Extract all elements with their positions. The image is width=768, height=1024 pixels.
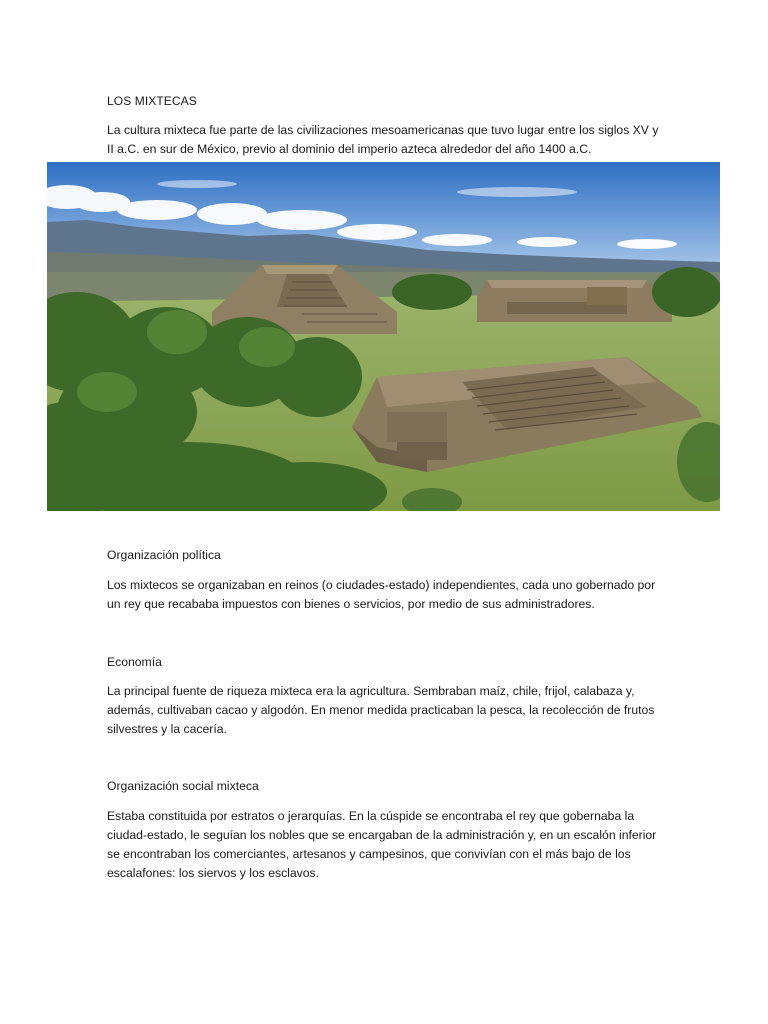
section-text-social: Estaba constituida por estratos o jerarquías. En la cúspide se encontraba el rey que gobernaba la ciudad-estado, le seguían los nobles que se encargaban de la administración y, en un escalón inferior se encontraban los comerciantes, artesanos y campesinos, que convivían con el más bajo de los escalafones: los siervos y los esclavos. bbox=[107, 809, 657, 880]
monte-alban-ruins-photo bbox=[47, 162, 720, 511]
section-text-political: Los mixtecos se organizaban en reinos (o ciudades-estado) independientes, cada uno gobernado por un rey que recababa impuestos con bienes o servicios, por medio de sus administradores. bbox=[107, 578, 656, 611]
intro-paragraph: La cultura mixteca fue parte de las civilizaciones mesoamericanas que tuvo lugar entre los siglos XV y II a.C. en sur de México, previo al dominio del imperio azteca alrededor del año 1400 a.C. bbox=[107, 123, 659, 156]
pyramid-back-right bbox=[477, 280, 672, 322]
section-heading-social: Organización social mixteca bbox=[107, 779, 259, 793]
section-heading-economy: Economía bbox=[107, 655, 162, 669]
section-text-economy: La principal fuente de riqueza mixteca era la agricultura. Sembraban maíz, chile, frijol, calabaza y, además, cultivaban cacao y algodón. En menor medida practicaban la pesca, la recolección de frutos silvestres y la cacería. bbox=[107, 684, 655, 736]
section-heading-political: Organización política bbox=[107, 548, 221, 562]
document-title: LOS MIXTECAS bbox=[107, 94, 197, 108]
